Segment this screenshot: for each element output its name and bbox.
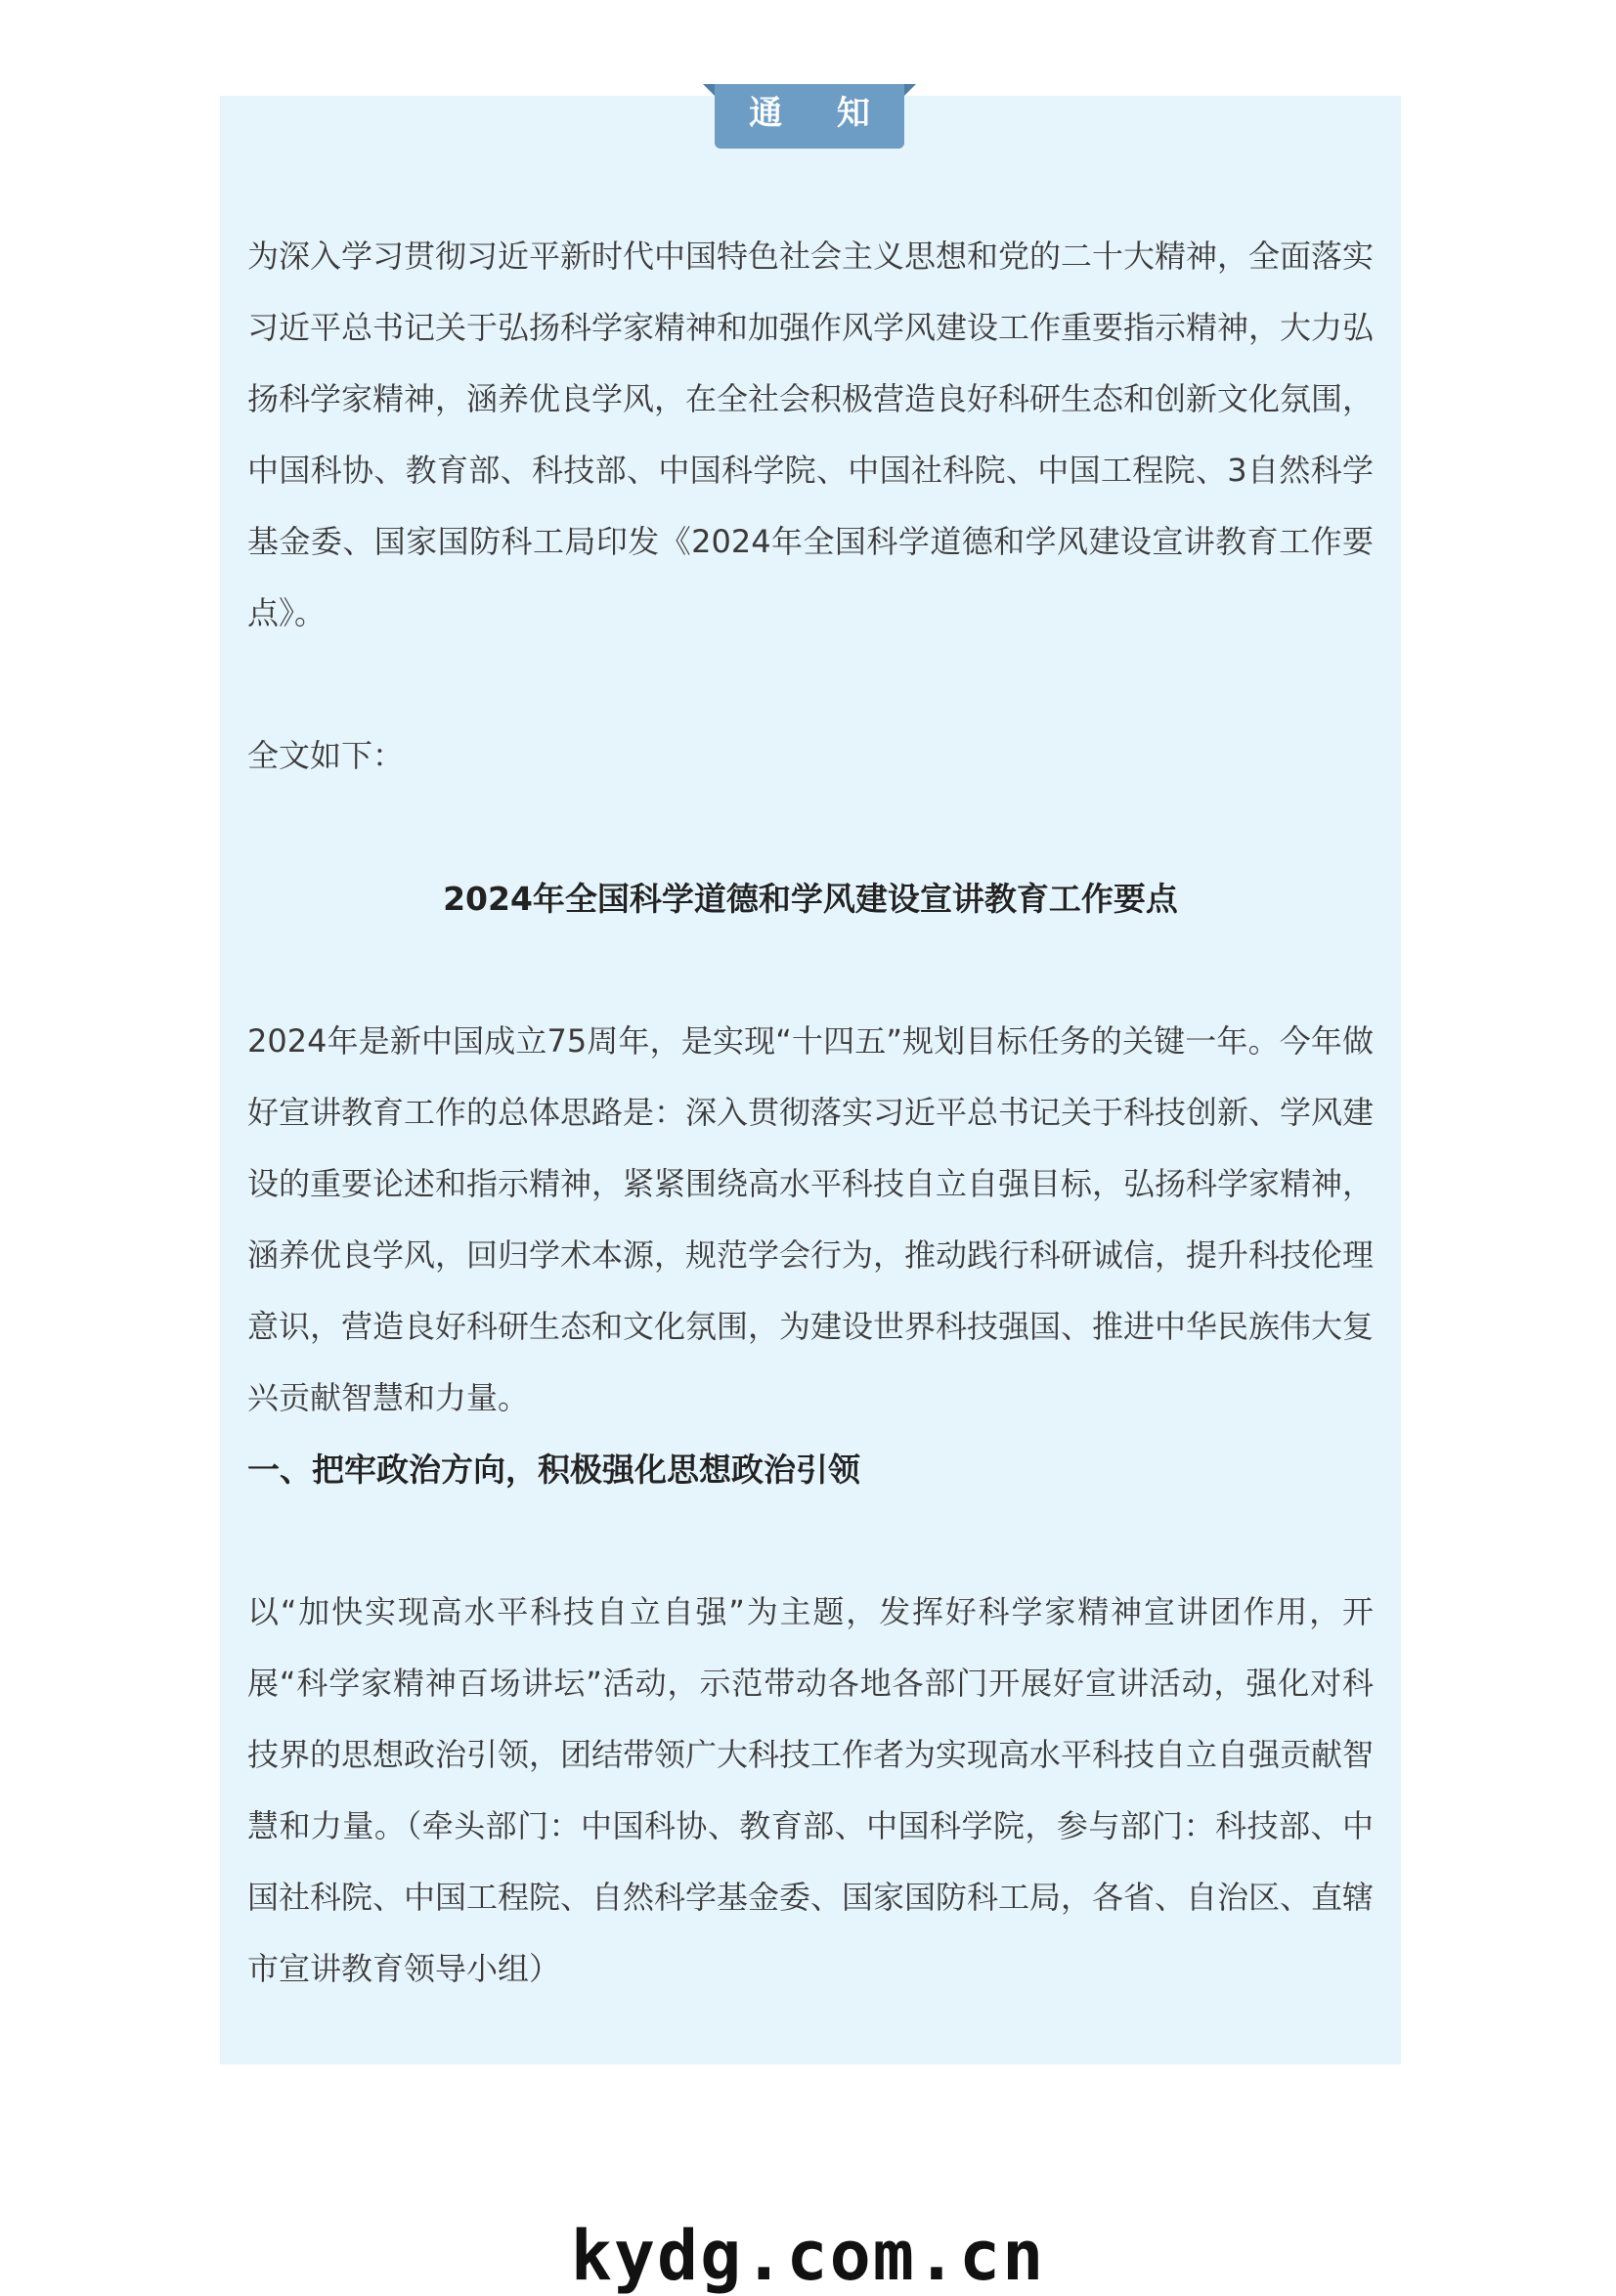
notice-label-tab: 通 知 [715,84,904,149]
overview-paragraph: 2024年是新中国成立75周年，是实现“十四五”规划目标任务的关键一年。今年做好宣讲教育工作的总体思路是：深入贯彻落实习近平总书记关于科技创新、学风建设的重要论述和指示精神，紧紧围绕高水平科技自立自强目标，弘扬科学家精神，涵养优良学风，回归学术本源，规范学会行为，推动践行科研诚信，提升科技伦理意识，营造良好科研生态和文化氛围，为建设世界科技强国、推进中华民族伟大复兴贡献智慧和力量。 [247,1022,1375,1416]
document-title: 2024年全国科学道德和学风建设宣讲教育工作要点 [443,880,1178,918]
spacer [247,1505,1374,1577]
spacer [247,934,1374,1006]
section-1-heading: 一、把牢政治方向，积极强化思想政治引领 [247,1451,860,1489]
full-text-lead: 全文如下： [247,737,405,774]
intro-paragraph: 为深入学习贯彻习近平新时代中国特色社会主义思想和党的二十大精神，全面落实习近平总书记关于弘扬科学家精神和加强作风学风建设工作重要指示精神，大力弘扬科学家精神，涵养优良学风，在全社会积极营造良好科研生态和创新文化氛围，中国科协、教育部、科技部、中国科学院、中国社科院、中国工程院、3自然科学基金委、国家国防科工局印发《2024年全国科学道德和学风建设宣讲教育工作要点》。 [247,238,1375,631]
spacer [247,792,1374,863]
spacer [247,649,1374,720]
site-watermark: kydg.com.cn [570,2216,1046,2296]
section-1-paragraph: 以“加快实现高水平科技自立自强”为主题，发挥好科学家精神宣讲团作用，开展“科学家精神百场讲坛”活动，示范带动各地各部门开展好宣讲活动，强化对科技界的思想政治引领，团结带领广大科技工作者为实现高水平科技自立自强贡献智慧和力量。（牵头部门：中国科协、教育部、中国科学院，参与部门：科技部、中国社科院、中国工程院、自然科学基金委、国家国防科工局，各省、自治区、直辖市宣讲教育领导小组） [247,1593,1375,1987]
notice-content [247,221,1374,2005]
